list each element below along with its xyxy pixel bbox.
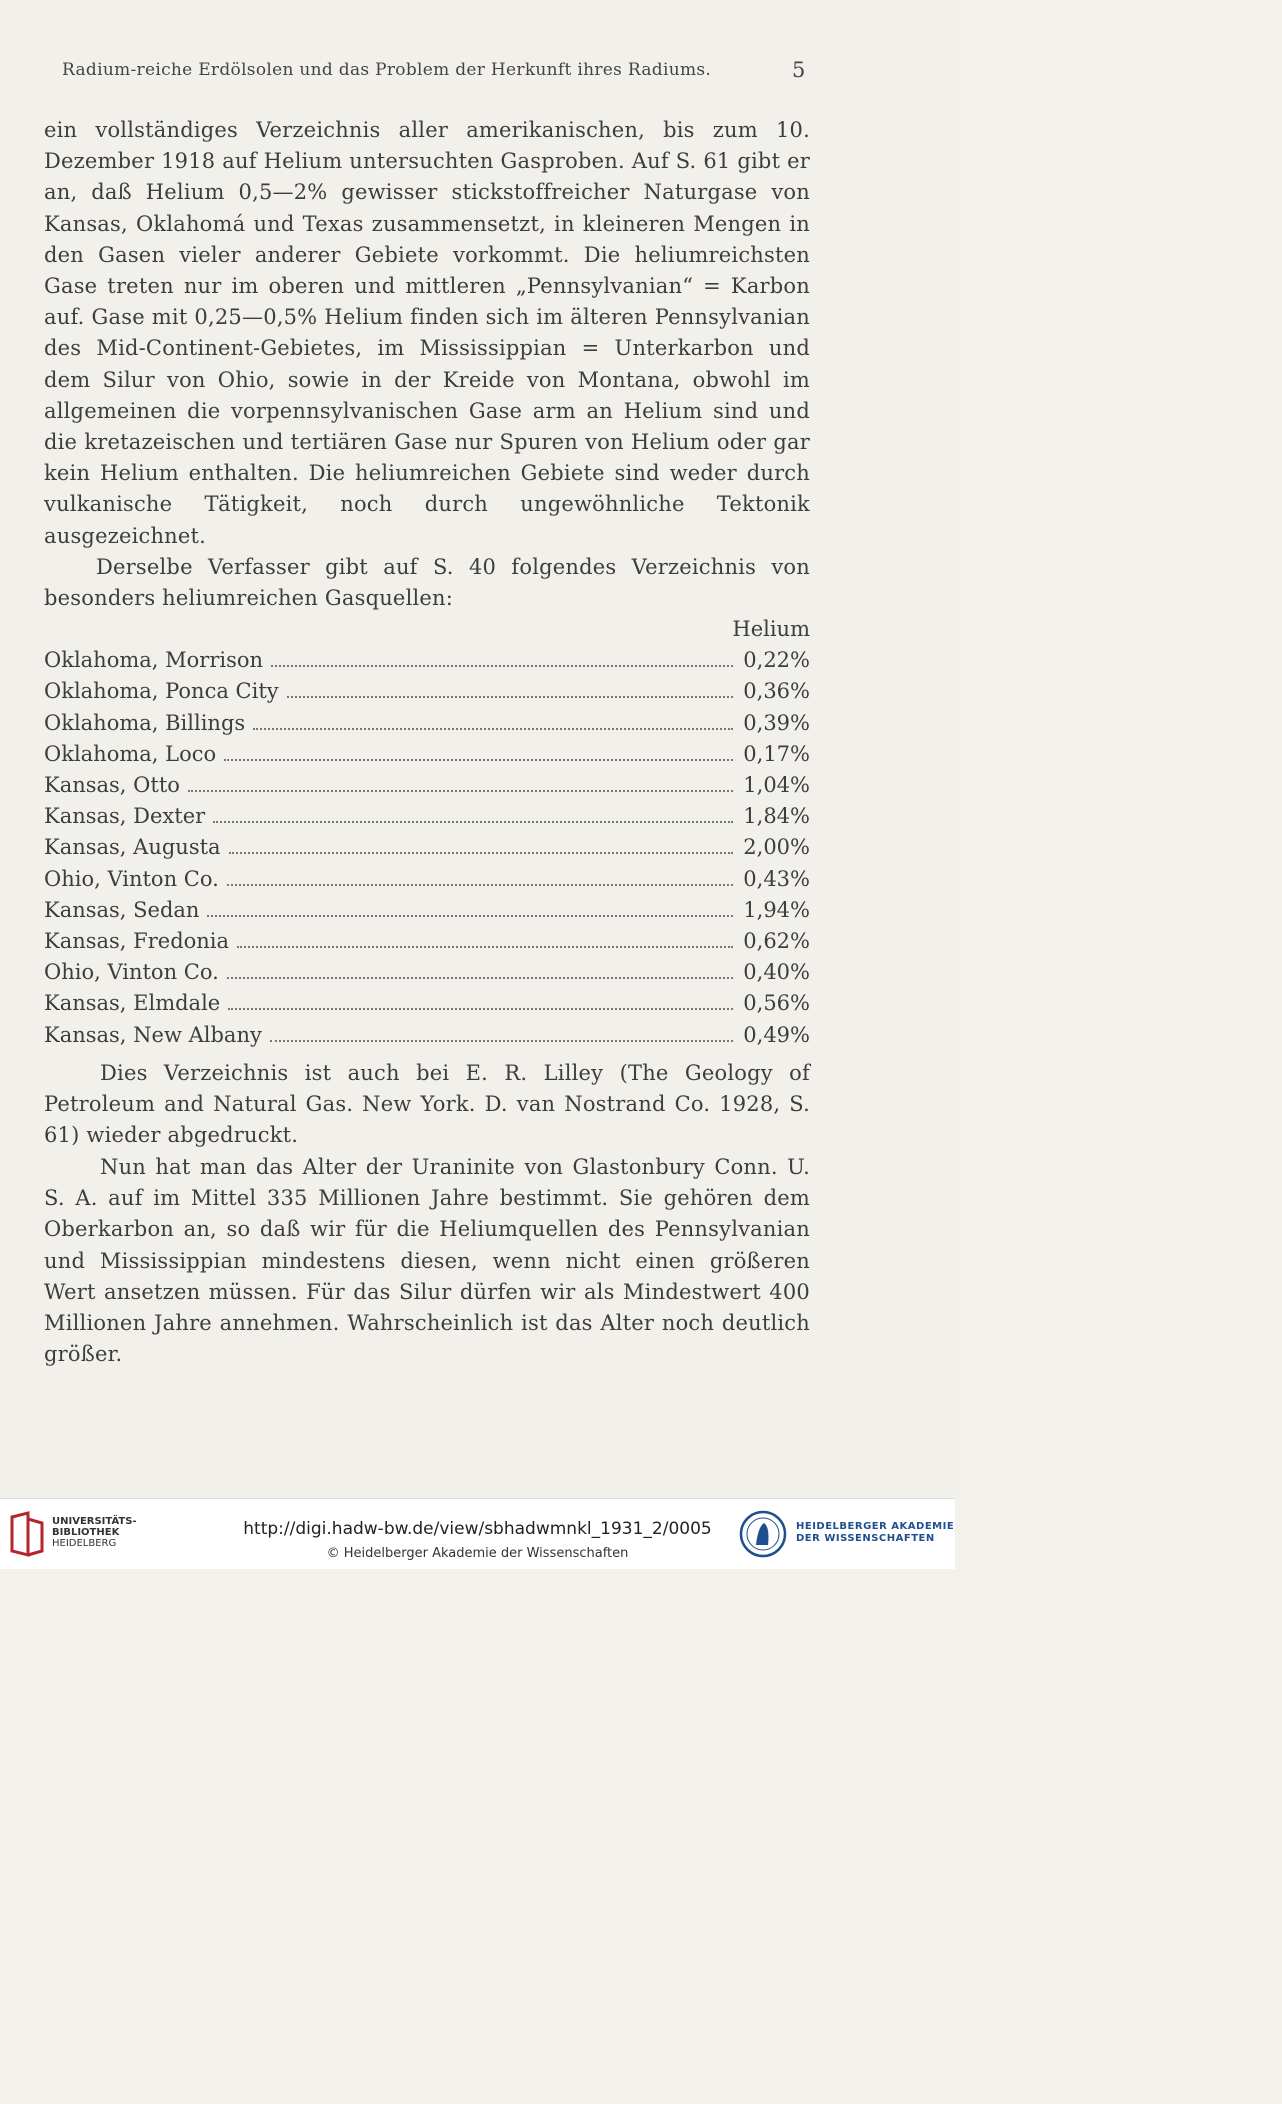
helium-value-cell: 0,56% <box>743 991 810 1016</box>
paragraph-2: Derselbe Verfasser gibt auf S. 40 folgendes Verzeichnis von besonders heliumreichen Gasquellen: <box>44 555 810 611</box>
location-cell: Kansas, New Albany <box>44 1022 262 1047</box>
paragraph-1: ein vollständiges Verzeichnis aller amerikanischen, bis zum 10. Dezember 1918 auf Helium untersuchten Gasproben. Auf S. 61 gibt er an, daß Helium 0,5—2% gewisser stickstoffreicher Naturgase von Kansas, Oklahomá und Texas zusammensetzt, in kleineren Mengen in den Gasen vieler anderer Gebiete vorkommt. Die heliumreichsten Gase treten nur im oberen und mittleren „Pennsylvanian“ = Karbon auf. Gase mit 0,25—0,5% Helium finden sich im älteren Pennsylvanian des Mid-Continent-Gebietes, im Mississippian = Unterkarbon und dem Silur von Ohio, sowie in der Kreide von Montana, obwohl im allgemeinen die vorpennsylvanischen Gase arm an Helium sind und die kretazeischen und tertiären Gase nur Spuren von Helium oder gar kein Helium enthalten. Die heliumreichen Gebiete sind weder durch vulkanische Tätigkeit, noch durch ungewöhnliche Tektonik ausgezeichnet. <box>44 118 810 548</box>
helium-value-cell: 0,22% <box>743 648 810 673</box>
helium-value-cell: 0,36% <box>743 679 810 704</box>
document-url-link[interactable]: http://digi.hadw-bw.de/view/sbhadwmnkl_1931_2/0005 <box>243 1519 712 1539</box>
helium-value-cell: 1,04% <box>743 773 810 798</box>
location-cell: Oklahoma, Loco <box>44 741 217 766</box>
page-number: 5 <box>792 58 806 82</box>
dot-leader <box>237 946 733 948</box>
dot-leader <box>227 977 733 979</box>
academy-seal-icon <box>738 1509 788 1559</box>
running-header: Radium-reiche Erdölsolen und das Problem der Herkunft ihres Radiums. <box>62 60 712 80</box>
table-row <box>44 708 810 739</box>
location-cell: Oklahoma, Morrison <box>44 648 264 673</box>
table-row <box>44 739 810 770</box>
dot-leader <box>229 852 734 854</box>
location-cell: Oklahoma, Ponca City <box>44 679 279 704</box>
helium-value-cell: 0,43% <box>743 866 810 891</box>
paragraph-3: Dies Verzeichnis ist auch bei E. R. Lilley (The Geology of Petroleum and Natural Gas. New York. D. van Nostrand Co. 1928, S. 61) wieder abgedruckt. <box>44 1061 810 1148</box>
dot-leader <box>213 821 733 823</box>
helium-value-cell: 1,84% <box>743 804 810 829</box>
university-library-name: UNIVERSITÄTS- BIBLIOTHEK HEIDELBERG <box>52 1516 137 1549</box>
dot-leader <box>207 915 733 917</box>
helium-value-cell: 0,40% <box>743 960 810 985</box>
table-row <box>44 832 810 863</box>
table-row <box>44 988 810 1019</box>
dot-leader <box>188 790 733 792</box>
location-cell: Kansas, Augusta <box>44 835 221 860</box>
table-row <box>44 1020 810 1051</box>
dot-leader <box>228 1008 733 1010</box>
table-row <box>44 895 810 926</box>
academy-name: HEIDELBERGER AKADEMIE DER WISSENSCHAFTEN <box>796 1521 955 1544</box>
table-header-helium: Helium <box>732 617 810 641</box>
table-row <box>44 864 810 895</box>
helium-value-cell: 1,94% <box>743 897 810 922</box>
table-row <box>44 645 810 676</box>
dot-leader <box>253 728 733 730</box>
dot-leader <box>227 884 733 886</box>
footer-bar <box>0 1498 955 1569</box>
location-cell: Kansas, Fredonia <box>44 929 230 954</box>
location-cell: Ohio, Vinton Co. <box>44 960 219 985</box>
table-row <box>44 801 810 832</box>
dot-leader <box>287 696 734 698</box>
location-cell: Kansas, Otto <box>44 773 180 798</box>
dot-leader <box>270 1040 733 1042</box>
copyright-notice: © Heidelberger Akademie der Wissenschaften <box>326 1546 629 1561</box>
table-row <box>44 926 810 957</box>
table-row <box>44 957 810 988</box>
location-cell: Kansas, Dexter <box>44 804 206 829</box>
helium-value-cell: 0,39% <box>743 710 810 735</box>
location-cell: Kansas, Sedan <box>44 897 200 922</box>
location-cell: Oklahoma, Billings <box>44 710 246 735</box>
helium-value-cell: 2,00% <box>743 835 810 860</box>
helium-value-cell: 0,17% <box>743 741 810 766</box>
helium-value-cell: 0,62% <box>743 929 810 954</box>
dot-leader <box>271 665 733 667</box>
location-cell: Kansas, Elmdale <box>44 991 221 1016</box>
paragraph-4: Nun hat man das Alter der Uraninite von Glastonbury Conn. U. S. A. auf im Mittel 335 Millionen Jahre bestimmt. Sie gehören dem Oberkarbon an, so daß wir für die Heliumquellen des Pennsylvanian und Mississippian mindestens diesen, wenn nicht einen größeren Wert ansetzen müssen. Für das Silur dürfen wir als Mindestwert 400 Millionen Jahre annehmen. Wahrscheinlich ist das Alter noch deutlich größer. <box>44 1155 810 1367</box>
helium-table <box>44 614 810 1051</box>
table-row <box>44 770 810 801</box>
dot-leader <box>224 759 733 761</box>
helium-value-cell: 0,49% <box>743 1022 810 1047</box>
table-row <box>44 676 810 707</box>
location-cell: Ohio, Vinton Co. <box>44 866 219 891</box>
